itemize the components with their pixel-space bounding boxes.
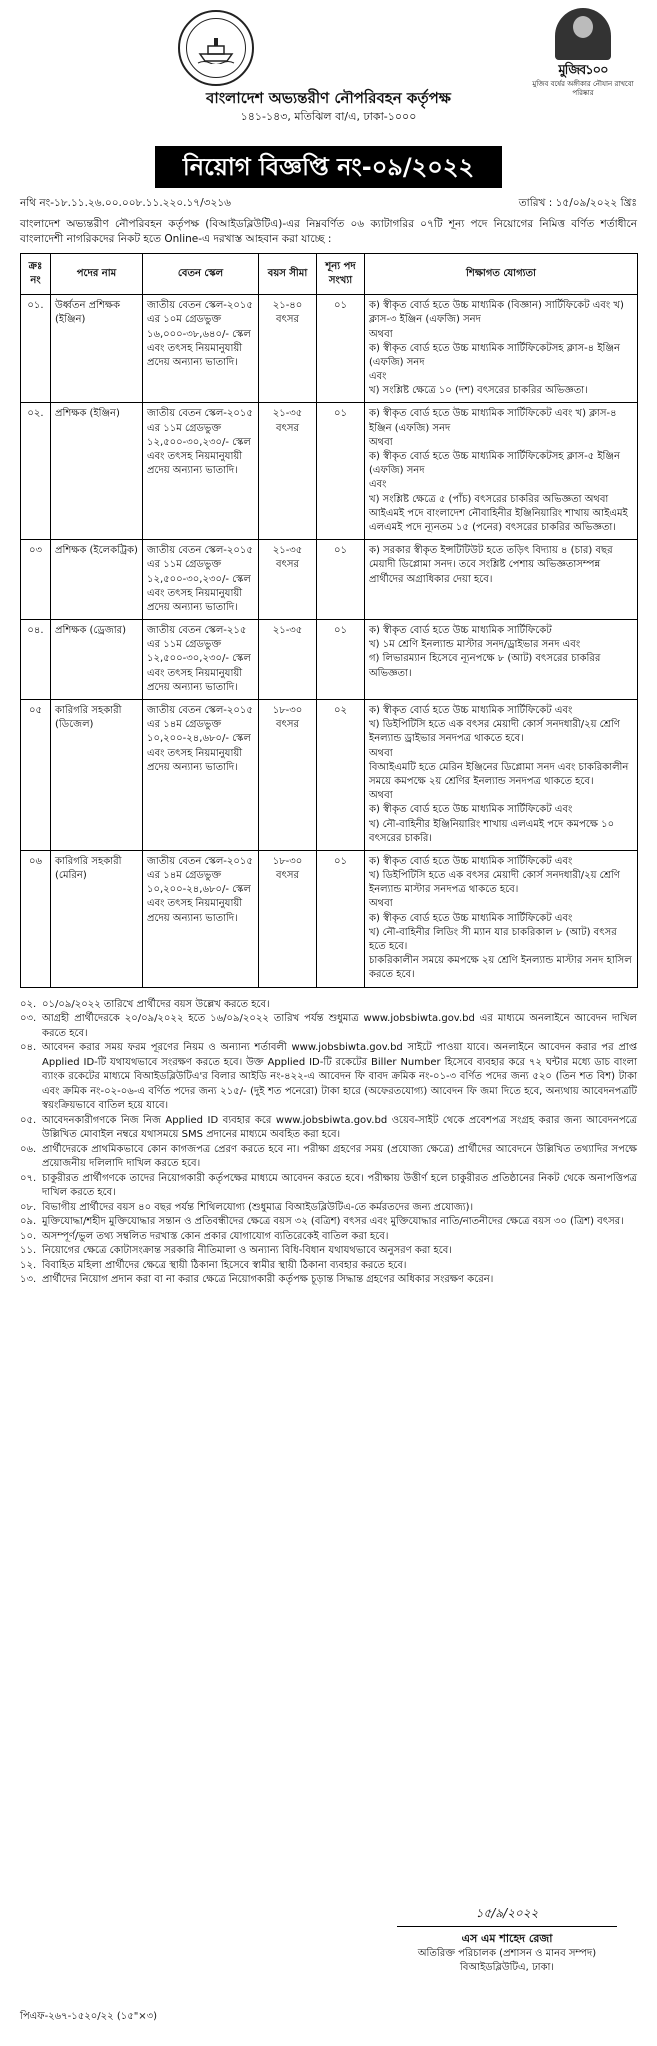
qualification-line: ক) স্বীকৃত বোর্ড হতে উচ্চ মাধ্যমিক (বিজ্ঞান) সার্টিফিকেট এবং খ) ক্লাস-৩ ইঞ্জিন (এফজি) সনদ — [369, 300, 624, 326]
header — [20, 8, 637, 146]
qualification-cell — [365, 620, 638, 700]
meta-line — [20, 196, 637, 211]
qualification-line: খ) ডিইপিটিসি হতে এক বৎসর মেয়াদী কোর্স সনদধারী/২য় শ্রেণি ইনল্যান্ড ড্রাইভার সনদপত্র থাকতে হবে। — [369, 719, 620, 745]
scale-cell: জাতীয় বেতন স্কেল-২০১৫ এর ১০ম গ্রেডভুক্ত ১৬,০০০-৩৮,৬৪০/- স্কেল এবং তৎসহ নিয়মানুযায়ী প্রদেয় অন্যান্য ভাতাদি। — [143, 295, 259, 403]
scale-cell: জাতীয় বেতন স্কেল-২০১৫ এর ১৪ম গ্রেডভুক্ত ১০,২০০-২৪,৬৮০/- স্কেল এবং তৎসহ নিয়মানুযায়ী প্রদেয় অন্যান্য ভাতাদি। — [143, 850, 259, 987]
qualification-cell — [365, 540, 638, 620]
instruction-item — [20, 1143, 637, 1172]
serial-cell: ০৬ — [21, 850, 51, 987]
serial-cell: ০১. — [21, 295, 51, 403]
table-header-row — [21, 253, 638, 294]
serial-cell: ০৪. — [21, 620, 51, 700]
file-number: নথি নং-১৮.১১.২৬.০০.০০৮.১১.২২০.১৭/৩২১৬ — [20, 197, 231, 210]
signature-mark: ১৫/৯/২০২২ — [475, 1906, 539, 1920]
notice-date: তারিখ : ১৫/০৯/২০২২ খ্রিঃ — [518, 197, 637, 210]
instruction-text: বিবাহিত মহিলা প্রার্থীদের ক্ষেত্রে স্থায়ী ঠিকানা হিসেবে স্বামীর স্থায়ী ঠিকানা ব্যবহার করতে হবে। — [42, 1259, 407, 1271]
mujib100-logo — [529, 8, 637, 98]
instruction-number: ০৭. — [20, 1172, 37, 1184]
instruction-text: নিয়োগের ক্ষেত্রে কোটাসংক্রান্ত সরকারি নীতিমালা ও অন্যান্য বিধি-বিধান যথাযথভাবে অনুসরণ করা হবে। — [42, 1245, 452, 1257]
portrait — [555, 8, 611, 60]
header-vacancy: শূন্য পদ সংখ্যা — [317, 253, 365, 294]
serial-cell: ০২. — [21, 403, 51, 540]
qualification-cell — [365, 700, 638, 851]
organization-address: ১৪১-১৪৩, মতিঝিল বা/এ, ঢাকা-১০০০ — [240, 110, 417, 124]
table-row — [21, 620, 638, 700]
qualification-line: গ) লিভারম্যান হিসেবে ন্যূনপক্ষে ৮ (আট) বৎসরের চাকরির অভিজ্ঞতা। — [369, 653, 601, 679]
instruction-number: ১১. — [20, 1245, 37, 1257]
qualification-line: খ) নৌ-বাহিনীর ইঞ্জিনিয়ারিং শাখায় এলএমই পদে কমপক্ষে ১০ বৎসরের চাকরি। — [369, 818, 615, 844]
qualification-line: ক) স্বীকৃত বোর্ড হতে উচ্চ মাধ্যমিক সার্টিফিকেট এবং খ) ক্লাস-৪ ইঞ্জিন (এফজি) সনদ — [369, 408, 617, 434]
instruction-item — [20, 1244, 637, 1259]
instruction-text: আবেদনকারীগণকে নিজ নিজ Applied ID ব্যবহার করে www.jobsbiwta.gov.bd ওয়েব-সাইট থেকে প্রবেশপত্র সংগ্রহ করার জন্য আবেদনপত্রে উল্লিখিত মোবাইল নম্বরে যথাসময়ে SMS প্রদানের মাধ্যমে অবহিত করা হবে। — [42, 1114, 637, 1141]
qualification-line: ক) স্বীকৃত বোর্ড হতে উচ্চ মাধ্যমিক সার্টিফিকেট এবং — [369, 855, 573, 867]
scale-cell: জাতীয় বেতন স্কেল-২০১৫ এর ১১ম গ্রেডভুক্ত ১২,৫০০-৩০,২৩০/- স্কেল এবং তৎসহ নিয়মানুযায়ী প্রদেয় অন্যান্য ভাতাদি। — [143, 403, 259, 540]
instruction-number: ০৪. — [20, 1042, 37, 1054]
age-cell: ২১-৪০ বৎসর — [259, 295, 317, 403]
table-row — [21, 295, 638, 403]
qualification-line: চাকরিকালীন সময়ে কমপক্ষে ২য় শ্রেণি ইনল্যান্ড মাস্টার সনদ হাসিল করতে হবে। — [369, 955, 632, 981]
post-cell: কারিগরি সহকারী (মেরিন) — [51, 850, 143, 987]
intro-paragraph: বাংলাদেশ অভ্যন্তরীণ নৌপরিবহন কর্তৃপক্ষ (বিআইডব্লিউটিএ)-এর নিম্নবর্ণিত ০৬ ক্যাটাগরির ০৭টি শূন্য পদে নিয়োগের নিমিত্ত বর্ণিত শর্তাধীনে বাংলাদেশী নাগরিকদের নিকট হতে Online-এ দরখাস্ত আহবান করা যাচ্ছে : — [20, 217, 637, 245]
age-cell: ১৮-৩০ বৎসর — [259, 850, 317, 987]
vacancy-cell: ০১ — [317, 403, 365, 540]
qualification-cell — [365, 850, 638, 987]
qualification-line: এবং — [369, 479, 387, 491]
scale-cell: জাতীয় বেতন স্কেল-২০১৫ এর ১৪ম গ্রেডভুক্ত ১০,২০০-২৪,৬৮০/- স্কেল এবং তৎসহ নিয়মানুযায়ী প্রদেয় অন্যান্য ভাতাদি। — [143, 700, 259, 851]
instruction-text: প্রার্থীদেরকে প্রাথমিকভাবে কোন কাগজপত্র প্রেরণ করতে হবে না। পরীক্ষা গ্রহণের সময় (প্রযোজ্য ক্ষেত্রে) প্রার্থীদের আবেদনে উল্লিখিত তথ্যাদির সপক্ষে প্রয়োজনীয় দলিলাদি দাখিল করতে হবে। — [42, 1143, 637, 1170]
instruction-text: অসম্পূর্ণ/ভুল তথ্য সম্বলিত দরখাস্ত কোন প্রকার যোগাযোগ ব্যতিরেকেই বাতিল করা হবে। — [42, 1230, 389, 1242]
signatory-designation: অতিরিক্ত পরিচালক (প্রশাসন ও মানব সম্পদ) — [417, 1947, 597, 1959]
instruction-item — [20, 1259, 637, 1274]
instruction-text: ০১/০৯/২০২২ তারিখে প্রার্থীদের বয়স উল্লেখ করতে হবে। — [42, 998, 270, 1010]
instruction-text: চাকুরীরত প্রার্থীগণকে তাদের নিয়োগকারী কর্তৃপক্ষের মাধ্যমে আবেদন করতে হবে। পরীক্ষায় উত্তীর্ণ হলে চাকুরীরত প্রতিষ্ঠানের নিকট থেকে অনাপত্তিপত্র দাখিল করতে হবে। — [42, 1172, 637, 1199]
instruction-number: ০৯. — [20, 1216, 37, 1228]
vacancy-cell: ০১ — [317, 295, 365, 403]
instruction-number: ০২. — [20, 998, 37, 1010]
qualification-line: খ) নৌ-বাহিনীর লিডিং সী ম্যান যার চাকরিকাল ৮ (আট) বৎসর হতে হবে। — [369, 926, 617, 953]
instruction-number: ১৩. — [20, 1274, 37, 1286]
age-cell: ২১-৩৫ বৎসর — [259, 540, 317, 620]
header-qualification: শিক্ষাগত যোগ্যতা — [365, 253, 638, 294]
scale-cell: জাতীয় বেতন স্কেল-২১৫ এর ১১ম গ্রেডভুক্ত ১২,৫০০-৩০,২৩০/- স্কেল এবং তৎসহ নিয়মানুযায়ী প্রদেয় অন্যান্য ভাতাদি। — [143, 620, 259, 700]
qualification-line: অথবা — [369, 436, 393, 448]
instruction-text: আবেদন করার সময় ফরম পূরণের নিয়ম ও অন্যান্য শর্তাবলী www.jobsbiwta.gov.bd সাইটে পাওয়া যাবে। অনলাইনে আবেদন করার পর প্রাপ্ত Applied ID-টি যথাযথভাবে সংরক্ষণ করতে হবে। উক্ত Applied ID-টি রকেটের Biller Number হিসেবে ব্যবহার করে ৭২ ঘন্টার মধ্যে ডাচ বাংলা ব্যাংক রকেটের মাধ্যমে বিআইডব্লিউটিএ'র বিলার আইডি নং-৪২২-এ আবেদন ফি বাবদ ক্রমিক নং-০১-৩ বর্ণিত পদের জন্য ৫২০ (তিন শত বিশ) টাকা এবং ক্রমিক নং-০২-০৬-এ বর্ণিত পদের জন্য ২১৫/- (দুই শত পনেরো) টাকা হারে (অফেরতযোগ্য) আবেদন ফি জমা দিতে হবে, অন্যথায় আবেদনপত্রটি স্বয়ংক্রিয়ভাবে বাতিল হয়ে যাবে। — [42, 1042, 637, 1112]
mujib-logo-text: মুজিব১০০ — [558, 63, 608, 78]
vacancy-cell: ০১ — [317, 540, 365, 620]
qualification-line: অথবা — [369, 747, 393, 759]
ship-icon — [196, 32, 236, 64]
instruction-number: ০৬. — [20, 1143, 37, 1155]
table-row — [21, 403, 638, 540]
qualification-line: খ) ডিইপিটিসি হতে এক বৎসর মেয়াদী কোর্স সনদধারী/২য় শ্রেণি ইনল্যান্ড মাস্টার সনদপত্র থাকতে হবে। — [369, 870, 620, 896]
vacancy-cell: ০১ — [317, 620, 365, 700]
signatory-name: এস এম শাহেদ রেজা — [397, 1926, 617, 1947]
qualification-line: খ) সংশ্লিষ্ট ক্ষেত্রে ১০ (দশ) বৎসরের চাকরির অভিজ্ঞতা। — [369, 385, 588, 397]
header-serial: ক্রঃ নং — [21, 253, 51, 294]
serial-cell: ০৩ — [21, 540, 51, 620]
vacancy-table — [20, 253, 638, 988]
instruction-text: মুক্তিযোদ্ধা/শহীদ মুক্তিযোদ্ধার সন্তান ও প্রতিবন্ধীদের ক্ষেত্রে বয়স ৩২ (বত্রিশ) বৎসর এবং মুক্তিযোদ্ধার নাতি/নাতনীদের ক্ষেত্রে বয়স ৩০ (ত্রিশ) বৎসর। — [42, 1216, 624, 1228]
qualification-line: অথবা — [369, 328, 393, 340]
instruction-number: ০৮. — [20, 1201, 37, 1213]
organization-name: বাংলাদেশ অভ্যন্তরীণ নৌপরিবহন কর্তৃপক্ষ — [206, 89, 451, 107]
age-cell: ২১-৩৫ — [259, 620, 317, 700]
instruction-item — [20, 1201, 637, 1216]
scale-cell: জাতীয় বেতন স্কেল-২০১৫ এর ১১ম গ্রেডভুক্ত ১২,৫০০-৩০,২৩০/- স্কেল এবং তৎসহ নিয়মানুযায়ী প্রদেয় অন্যান্য ভাতাদি। — [143, 540, 259, 620]
instruction-item — [20, 1215, 637, 1230]
vacancy-cell: ০১ — [317, 850, 365, 987]
post-cell: উর্ধ্বতন প্রশিক্ষক (ইঞ্জিন) — [51, 295, 143, 403]
qualification-line: ক) স্বীকৃত বোর্ড হতে উচ্চ মাধ্যমিক সার্টিফিকেট এবং — [369, 804, 573, 816]
organization-block — [20, 88, 637, 125]
instruction-item — [20, 1172, 637, 1201]
qualification-line: ক) স্বীকৃত বোর্ড হতে উচ্চ মাধ্যমিক সার্টিফিকেটসহ ক্লাস-৪ ইঞ্জিন (এফজি) সনদ — [369, 342, 620, 368]
qualification-line: ক) সরকার স্বীকৃত ইন্সটিটিউট হতে তড়িৎ বিদ্যায় ৪ (চার) বছর মেয়াদী ডিপ্লোমা সনদ। তবে সংশ্লিষ্ট পেশায় অভিজ্ঞতাসম্পন্ন প্রার্থীদের অগ্রাধিকার দেয়া হবে। — [369, 545, 613, 585]
header-scale: বেতন স্কেল — [143, 253, 259, 294]
qualification-line: ক) স্বীকৃত বোর্ড হতে উচ্চ মাধ্যমিক সার্টিফিকেট — [369, 625, 552, 637]
table-row — [21, 700, 638, 851]
post-cell: প্রশিক্ষক (ড্রেজার) — [51, 620, 143, 700]
qualification-line: ক) স্বীকৃত বোর্ড হতে উচ্চ মাধ্যমিক সার্টিফিকেট এবং — [369, 912, 573, 924]
qualification-line: ক) স্বীকৃত বোর্ড হতে উচ্চ মাধ্যমিক সার্টিফিকেট এবং — [369, 705, 573, 717]
qualification-line: এবং — [369, 371, 387, 383]
mujib-slogan: মুজিব বর্ষের অঙ্গীকার নৌযান রাখবো পরিষ্কার — [532, 80, 634, 98]
qualification-line: খ) সংশ্লিষ্ট ক্ষেত্রে ৫ (পাঁচ) বৎসরের চাকরির অভিজ্ঞতা অথবা আইএমই পদে বাংলাদেশ নৌবাহিনীর ইঞ্জিনিয়ারিং শাখায় আইএমই এলএমই পদে ন্যূনতম ১৫ (পনের) বৎসরের চাকরির অভিজ্ঞতা। — [369, 493, 628, 533]
print-reference: পিএফ-২৬৭-১৫২০/২২ (১৫"×৩) — [20, 2011, 158, 2022]
vacancy-cell: ০২ — [317, 700, 365, 851]
qualification-line: বিআইএমটি হতে মেরিন ইঞ্জিনের ডিপ্লোমা সনদ এবং চাকরিকালীন সময়ে কমপক্ষে ২য় শ্রেণির ইনল্যান্ড সনদপত্র থাকতে হবে। — [369, 761, 629, 787]
instruction-item — [20, 1230, 637, 1245]
qualification-line: খ) ১ম শ্রেণি ইনল্যান্ড মাস্টার সনদ/ড্রাইভার সনদ এবং — [369, 639, 581, 651]
instruction-item — [20, 998, 637, 1013]
instruction-text: আগ্রহী প্রার্থীদেরকে ২০/০৯/২০২২ হতে ১৬/০৯/২০২২ তারিখ পর্যন্ত শুধুমাত্র www.jobsbiwta.gov.bd এর মাধ্যমে অনলাইনে আবেদন দাখিল করতে হবে। — [42, 1013, 637, 1039]
header-post: পদের নাম — [51, 253, 143, 294]
qualification-cell — [365, 403, 638, 540]
instructions-list — [20, 998, 637, 1288]
instruction-number: ০৫. — [20, 1114, 37, 1126]
instruction-number: ০৩. — [20, 1013, 37, 1025]
instruction-text: বিভাগীয় প্রার্থীদের বয়স ৪০ বছর পর্যন্ত শিথিলযোগ্য (শুধুমাত্র বিআইডব্লিউটিএ-তে কর্মরতদের জন্য প্রযোজ্য)। — [42, 1201, 474, 1213]
table-row — [21, 850, 638, 987]
instruction-item — [20, 1273, 637, 1288]
post-cell: প্রশিক্ষক (ইলেকট্রিক) — [51, 540, 143, 620]
signatory-office: বিআইডব্লিউটিএ, ঢাকা। — [460, 1961, 554, 1973]
qualification-cell — [365, 295, 638, 403]
qualification-line: অথবা — [369, 898, 393, 910]
biwta-seal — [178, 10, 254, 86]
signature-block — [397, 1905, 617, 1975]
qualification-line: অথবা — [369, 790, 393, 802]
table-row — [21, 540, 638, 620]
age-cell: ১৮-৩০ বৎসর — [259, 700, 317, 851]
notice-title: নিয়োগ বিজ্ঞপ্তি নং-০৯/২০২২ — [155, 146, 502, 188]
qualification-line: ক) স্বীকৃত বোর্ড হতে উচ্চ মাধ্যমিক সার্টিফিকেটসহ ক্লাস-৫ ইঞ্জিন (এফজি) সনদ — [369, 451, 620, 477]
age-cell: ২১-৩৫ বৎসর — [259, 403, 317, 540]
serial-cell: ০৫ — [21, 700, 51, 851]
instruction-number: ১২. — [20, 1259, 37, 1271]
post-cell: কারিগরি সহকারী (ডিজেল) — [51, 700, 143, 851]
instruction-item — [20, 1012, 637, 1041]
header-age: বয়স সীমা — [259, 253, 317, 294]
instruction-number: ১০. — [20, 1230, 37, 1242]
instruction-item — [20, 1041, 637, 1114]
post-cell: প্রশিক্ষক (ইঞ্জিন) — [51, 403, 143, 540]
instruction-item — [20, 1114, 637, 1143]
instruction-text: প্রার্থীদের নিয়োগ প্রদান করা বা না করার ক্ষেত্রে নিয়োগকারী কর্তৃপক্ষ চূড়ান্ত সিদ্ধান্ত গ্রহণের অধিকার সংরক্ষণ করেন। — [42, 1274, 494, 1286]
